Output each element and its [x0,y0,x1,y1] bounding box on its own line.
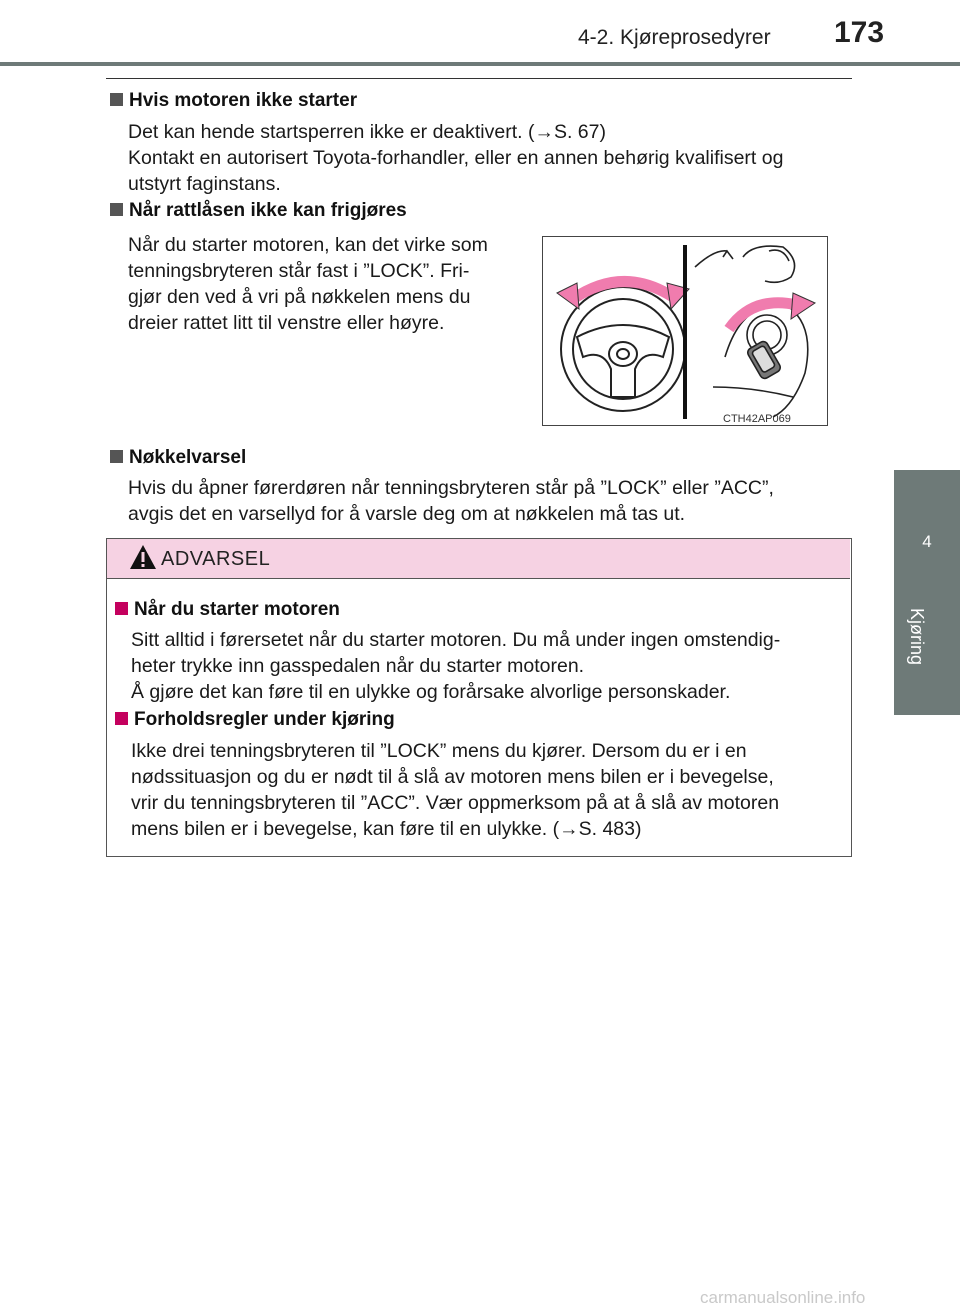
body-line: Å gjøre det kan føre til en ulykke og forårsake alvorlige personskader. [131,681,731,703]
body-line: Ikke drei tenningsbryteren til ”LOCK” mens du kjører. Dersom du er i en [131,740,747,762]
warning-body-driving-precautions [131,738,841,842]
illustration-drawing [543,237,829,427]
body-line: heter trykke inn gasspedalen når du starter motoren. [131,655,585,677]
section-title: 4-2. Kjøreprosedyrer [578,26,771,49]
body-line: Når du starter motoren, kan det virke som [128,234,488,256]
page-number: 173 [834,16,885,49]
body-line: gjør den ved å vri på nøkkelen mens du [128,286,471,308]
body-line: vrir du tenningsbryteren til ”ACC”. Vær oppmerksom på at å slå av motoren [131,792,780,814]
warning-heading-driving-precautions: Forholdsregler under kjøring [115,709,395,731]
warning-heading-starting-engine: Når du starter motoren [115,599,340,621]
section-heading-engine-not-starting: Hvis motoren ikke starter [110,90,357,112]
body-line: dreier rattet litt til venstre eller høyre. [128,312,445,334]
header-rule [0,62,960,66]
section-heading-steering-lock: Når rattlåsen ikke kan frigjøres [110,200,407,222]
warning-triangle-icon [129,543,157,571]
warning-box [106,538,852,857]
steering-wheel-icon [561,287,685,411]
body-line: mens bilen er i bevegelse, kan føre til en ulykke. (→S. 483) [131,818,642,840]
chapter-tab [894,470,960,715]
watermark: carmanualsonline.info [700,1288,866,1307]
warning-body-starting-engine [131,627,841,705]
square-bullet-icon [110,93,123,106]
figure-code: CTH42AP069 [723,413,791,425]
body-line: Sitt alltid i førersetet når du starter motoren. Du må under ingen omstendig- [131,629,781,651]
body-line: Kontakt en autorisert Toyota-forhandler, eller en annen behørig kvalifisert og [128,147,784,169]
section-body-steering-lock [128,232,518,336]
chapter-number: 4 [922,532,932,551]
steering-lock-illustration [542,236,828,426]
ignition-key-icon [695,246,808,417]
warning-header [107,539,850,579]
chapter-label: Kjøring [907,608,927,666]
square-bullet-icon [110,203,123,216]
section-body-key-reminder [128,475,852,527]
section-heading-key-reminder: Nøkkelvarsel [110,447,246,469]
content-rule [106,78,852,79]
body-line: nødssituasjon og du er nødt til å slå av motoren mens bilen er i bevegelse, [131,766,774,788]
section-body-engine-not-starting [128,119,852,197]
square-bullet-icon [115,602,128,615]
body-line: Hvis du åpner førerdøren når tenningsbryteren står på ”LOCK” eller ”ACC”, [128,477,774,499]
body-line: utstyrt faginstans. [128,173,281,195]
square-bullet-icon [115,712,128,725]
body-line: tenningsbryteren står fast i ”LOCK”. Fri- [128,260,470,282]
square-bullet-icon [110,450,123,463]
page-header [0,0,960,62]
body-line: Det kan hende startsperren ikke er deaktivert. (→S. 67) [128,121,606,143]
warning-title: ADVARSEL [161,548,271,570]
body-line: avgis det en varsellyd for å varsle deg om at nøkkelen må tas ut. [128,503,686,525]
